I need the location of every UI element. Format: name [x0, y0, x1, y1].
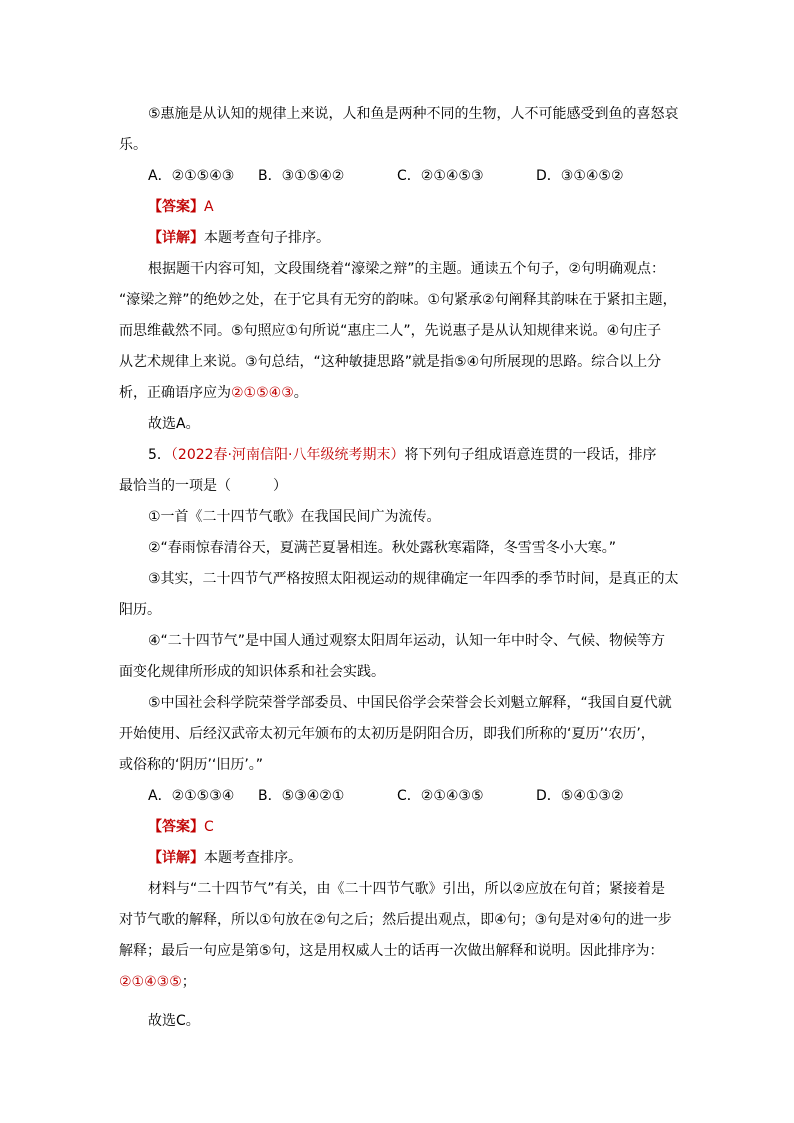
- q4-option-c: C．②①④⑤③: [397, 168, 484, 184]
- detail-label: 【详解】: [148, 850, 204, 866]
- q5-number: 5．: [148, 447, 171, 463]
- detail-label: 【详解】: [148, 230, 204, 246]
- q5-detail: [148, 848, 302, 868]
- q5-sentence-5-line3: 或俗称的‘阴历’‘旧历’。”: [119, 757, 264, 773]
- q4-detail: [148, 228, 330, 248]
- q5-answer: [148, 817, 214, 837]
- answer-value: C: [204, 819, 214, 835]
- detail-text: 本题考查排序。: [204, 850, 302, 866]
- q4-answer: [148, 197, 214, 217]
- q5-explanation-line4: [119, 972, 196, 992]
- answer-sequence: ②①④③⑤: [119, 974, 182, 990]
- q5-stem-line2: 最恰当的一项是（ ）: [119, 478, 287, 494]
- q5-sentence-5-line1: ⑤中国社会科学院荣誉学部委员、中国民俗学会荣誉会长刘魁立解释，“我国自夏代就: [148, 695, 672, 711]
- q5-stem: 将下列句子组成语意连贯的一段话，排序: [404, 447, 657, 463]
- answer-sequence: ②①⑤④③: [231, 385, 294, 401]
- answer-label: 【答案】: [148, 199, 204, 215]
- q5-sentence-2: ②“春雨惊春清谷天，夏满芒夏暑相连。秋处露秋寒霜降，冬雪雪冬小大寒。”: [148, 540, 617, 556]
- q5-sentence-4-line2: 面变化规律所形成的知识体系和社会实践。: [119, 664, 385, 680]
- q5-sentence-3-line2: 阳历。: [119, 602, 161, 618]
- q4-explanation-line5: [119, 383, 308, 403]
- q5-source: （2022春·河南信阳·八年级统考期末）: [170, 447, 405, 463]
- q5-option-d: D．⑤④①③②: [536, 788, 624, 804]
- q5-stem-line1: [148, 445, 656, 465]
- q4-explanation-line4: 从艺术规律上来说。③句总结，“这种敏捷思路”就是指⑤④句所展现的思路。综合以上分: [119, 354, 662, 370]
- q5-option-c: C．②①④③⑤: [397, 788, 484, 804]
- explanation-text: 。: [293, 385, 308, 401]
- q5-sentence-4-line1: ④“二十四节气”是中国人通过观察太阳周年运动，认知一年中时令、气候、物候等方: [148, 633, 666, 649]
- q4-sentence-5-line2: 乐。: [119, 137, 147, 153]
- q5-conclusion: 故选C。: [148, 1013, 200, 1029]
- q4-explanation-line1: 根据题干内容可知，文段围绕着“濠梁之辩”的主题。通读五个句子，②句明确观点：: [148, 261, 666, 277]
- q5-option-a: A．②①⑤③④: [148, 788, 235, 804]
- q4-option-a: A．②①⑤④③: [148, 168, 235, 184]
- detail-text: 本题考查句子排序。: [204, 230, 330, 246]
- q5-sentence-3-line1: ③其实，二十四节气严格按照太阳视运动的规律确定一年四季的季节时间，是真正的太: [148, 571, 679, 587]
- answer-value: A: [204, 199, 214, 215]
- q4-explanation-line3: 而思维截然不同。⑤句照应①句所说“惠庄二人”，先说惠子是从认知规律来说。④句庄子: [119, 323, 662, 339]
- answer-label: 【答案】: [148, 819, 204, 835]
- q5-explanation-line3: 解释；最后一句应是第⑤句，这是用权威人士的话再一次做出解释和说明。因此排序为：: [119, 943, 664, 959]
- explanation-text: ；: [181, 974, 196, 990]
- q4-option-d: D．③①④⑤②: [536, 168, 624, 184]
- q5-option-b: B．⑤③④②①: [258, 788, 345, 804]
- q5-sentence-1: ①一首《二十四节气歌》在我国民间广为流传。: [148, 509, 441, 525]
- q4-conclusion: 故选A。: [148, 416, 200, 432]
- q5-explanation-line2: 对节气歌的解释，所以①句放在②句之后；然后提出观点，即④句；③句是对④句的进一步: [119, 912, 672, 928]
- q4-option-b: B．③①⑤④②: [258, 168, 345, 184]
- q5-sentence-5-line2: 开始使用、后经汉武帝太初元年颁布的太初历是阴阳合历，即我们所称的‘夏历’‘农历’，: [119, 726, 655, 742]
- explanation-text: 析，正确语序应为: [119, 385, 231, 401]
- q5-explanation-line1: 材料与“二十四节气”有关，由《二十四节气歌》引出，所以②应放在句首；紧接着是: [148, 881, 666, 897]
- q4-explanation-line2: “濠梁之辩”的绝妙之处，在于它具有无穷的韵味。①句紧承②句阐释其韵味在于紧扣主题，: [119, 292, 677, 308]
- q4-sentence-5-line1: ⑤惠施是从认知的规律上来说，人和鱼是两种不同的生物，人不可能感受到鱼的喜怒哀: [148, 106, 679, 122]
